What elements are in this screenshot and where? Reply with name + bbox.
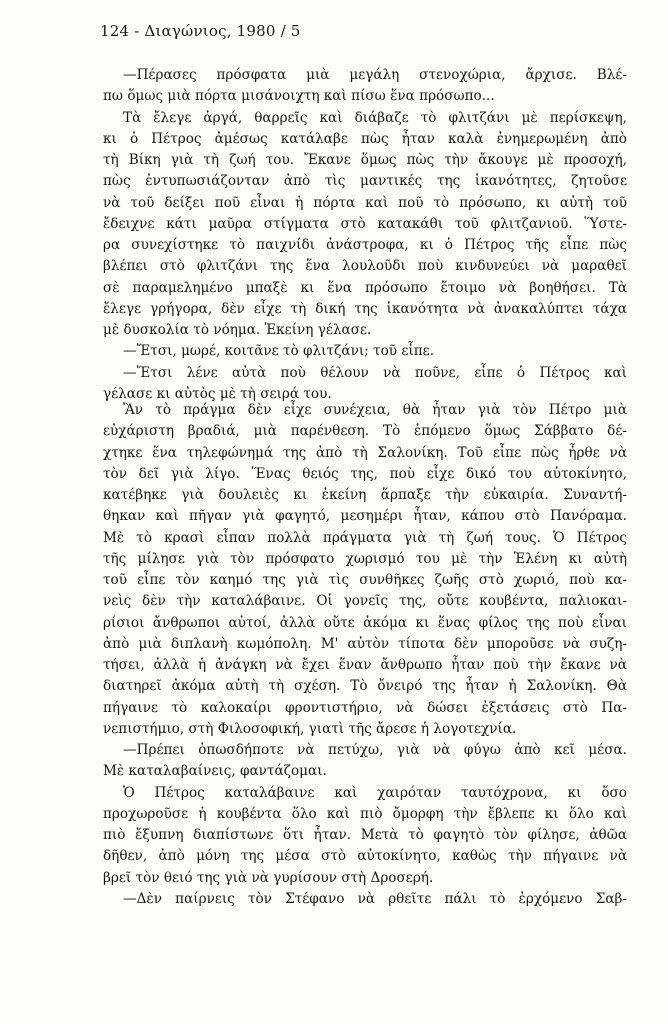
text-line: μὲ δυσκολία τὸ νόημα. Ἐκείνη γέλασε.	[103, 322, 372, 338]
text-line: Μὲ καταλαβαίνεις, φαντάζομαι.	[103, 763, 327, 780]
text-line: Μὲ τὸ κρασὶ εἶπαν πολλὰ πράγματα γιὰ τὴ ζωή τους. Ὁ Πέτρος	[103, 529, 627, 546]
text-line: πω ὅμως μιὰ πόρτα μισάνοιχτη καὶ πίσω ἕνα πρόσωπο...	[103, 88, 495, 105]
text-line: τοῦ εἶπε τὸν καημό της γιὰ τὶς συνθῆκες ζωῆς στὸ χωριό, ποὺ κα-	[103, 572, 627, 588]
text-line: νεπιστήμιο, στὴ Φιλοσοφική, γιατὶ τῆς ἄρεσε ἡ λογοτεχνία.	[103, 720, 517, 737]
text-line: Τὰ ἔλεγε ἀργά, θαρρεῖς καὶ διάβαζε τὸ φλιτζάνι μὲ περίσκεψη,	[123, 109, 627, 126]
text-line: θηκαν καὶ πῆγαν γιὰ φαγητό, μεσημέρι ἦταν, κάπου στὸ Πανόραμα.	[103, 508, 627, 525]
text-line: ἔδειχνε κάτι μαῦρα στίγματα στὸ κατακάθι τοῦ φλιτζανιοῦ. Ὕστε-	[103, 215, 627, 232]
text-line: πιὸ ἔξυπνη διαπίστωνε ὅτι ἦταν. Μετὰ τὸ φαγητὸ τὸν φίλησε, ἀθῶα	[103, 827, 627, 843]
text-line: —Δὲν παίρνεις τὸν Στέφανο νὰ ρθεῖτε πάλι τὸ ἐρχόμενο Σαβ-	[123, 890, 627, 907]
text-block-1	[103, 65, 627, 405]
text-line: —Πέρασες πρόσφατα μιὰ μεγάλη στενοχώρια, ἄρχισε. Βλέ-	[123, 67, 627, 83]
text-line: προχωροῦσε ἡ κουβέντα ὅλο καὶ πιὸ ὄμορφη τὴν ἔβλεπε κι ὅλο καὶ	[103, 805, 627, 822]
text-line: Ὁ Πέτρος καταλάβαινε καὶ χαιρόταν ταυτόχρονα, κι ὅσο	[123, 784, 627, 801]
text-line: ἀπὸ μιὰ διπλανὴ κωμόπολη. Μ' αὐτὸν τίποτα δὲν μποροῦσε νὰ συζη-	[103, 635, 627, 652]
text-line: γέλασε κι αὐτὸς μὲ τὴ σειρά του.	[103, 385, 332, 402]
running-head: 124 - Διαγώνιος, 1980 / 5	[100, 22, 301, 40]
text-line: τὸν δεῖ γιὰ λίγο. Ἕνας θειός της, ποὺ εἶχε δικό του αὐτοκίνητο,	[103, 465, 627, 482]
text-line: σὲ παραμελημένο μπαξὲ κι ἕνα πρόσωπο ἕτοιμο νὰ βοηθήσει. Τὰ	[103, 279, 627, 296]
text-line: —Πρέπει ὁπωσδήποτε νὰ πετύχω, γιὰ νὰ φύγω ἀπὸ κεῖ μέσα.	[123, 742, 627, 758]
text-line: κατέβηκε γιὰ δουλειὲς κι ἐκείνη ἅρπαξε τὴν εὐκαιρία. Συναντή-	[103, 487, 627, 503]
text-line: εὐχάριστη βραδιά, μιὰ παρένθεση. Τὸ ἑπόμενο ὅμως Σάββατο δέ-	[103, 423, 627, 440]
text-line: —Ἔτσι, μωρέ, κοιτᾶνε τὸ φλιτζάνι; τοῦ εἶπε.	[123, 343, 435, 360]
text-line: διατηρεῖ ἀκόμα αὐτὴ τὴ σχέση. Τὸ ὄνειρό της ἦταν ἡ Σαλονίκη. Θὰ	[103, 678, 627, 695]
text-line: —Ἔτσι λένε αὐτὰ ποὺ θέλουν νὰ ποῦνε, εἶπε ὁ Πέτρος καὶ	[123, 364, 627, 381]
text-line: ρα συνεχίστηκε τὸ παιχνίδι ἀνάστροφα, κι ὁ Πέτρος τῆς εἶπε πὼς	[103, 237, 627, 253]
text-line: ρίσιοι ἄνθρωποι αὐτοί, ἀλλὰ οὔτε ἀκόμα κι ἕνας φίλος της ποὺ εἶναι	[103, 614, 627, 631]
text-line: βλέπει στὸ φλιτζάνι της ἕνα λουλοῦδι ποὺ κινδυνεύει νὰ μαραθεῖ	[103, 258, 627, 275]
text-line: ἔλεγε γρήγορα, δὲν εἶχε τὴ δική της ἱκανότητα νὰ ἀνακαλύπτει τάχα	[103, 300, 627, 317]
text-line: κι ὁ Πέτρος ἀμέσως κατάλαβε πὼς ἦταν καλὰ ἐνημερωμένη ἀπὸ	[103, 130, 627, 147]
text-line: Ἂν τὸ πράγμα δὲν εἶχε συνέχεια, θὰ ἦταν γιὰ τὸν Πέτρο μιὰ	[123, 402, 627, 418]
text-line: χτηκε ἕνα τηλεφώνημά της ἀπὸ τὴ Σαλονίκη. Τοῦ εἶπε πὼς ἦρθε νὰ	[103, 444, 627, 461]
text-line: τήσει, ἀλλὰ ἡ ἀνάγκη νὰ ἔχει ἕναν ἄνθρωπο ἦταν ποὺ τὴν ἔκανε νὰ	[103, 657, 627, 673]
text-line: βρεῖ τὸν θειό της γιὰ νὰ γυρίσουν στὴ Δροσερή.	[103, 869, 434, 886]
text-line: τῆς μίλησε γιὰ τὸν πρόσφατο χωρισμό του μὲ τὴν Ἑλένη κι αὐτὴ	[103, 550, 627, 567]
text-line: νεὶς δὲν τὴν καταλάβαινε. Οἱ γονεῖς της, οὔτε κουβέντα, παλιοκαι-	[103, 593, 627, 610]
text-line: πὼς ἐντυπωσιάζονταν ἀπὸ τὶς μαντικές της ἱκανότητες, ζητοῦσε	[103, 173, 627, 190]
text-line: τὴ Βίκη γιὰ τὴ ζωή του. Ἔκανε ὅμως πὼς τὴν ἄκουγε μὲ προσοχή,	[103, 152, 627, 168]
text-line: πήγαινε τὸ καλοκαίρι φροντιστήριο, νὰ δώσει ἐξετάσεις στὸ Πα-	[103, 699, 627, 716]
text-block-2	[103, 400, 627, 910]
text-line: νὰ τοῦ δείξει ποῦ εἶναι ἡ πόρτα καὶ ποῦ τὸ πρόσωπο, κι αὐτὴ τοῦ	[103, 194, 627, 211]
text-line: δῆθεν, ἀπὸ μόνη της μέσα στὸ αὐτοκίνητο, καθὼς τὴν πήγαινε νὰ	[103, 848, 627, 865]
